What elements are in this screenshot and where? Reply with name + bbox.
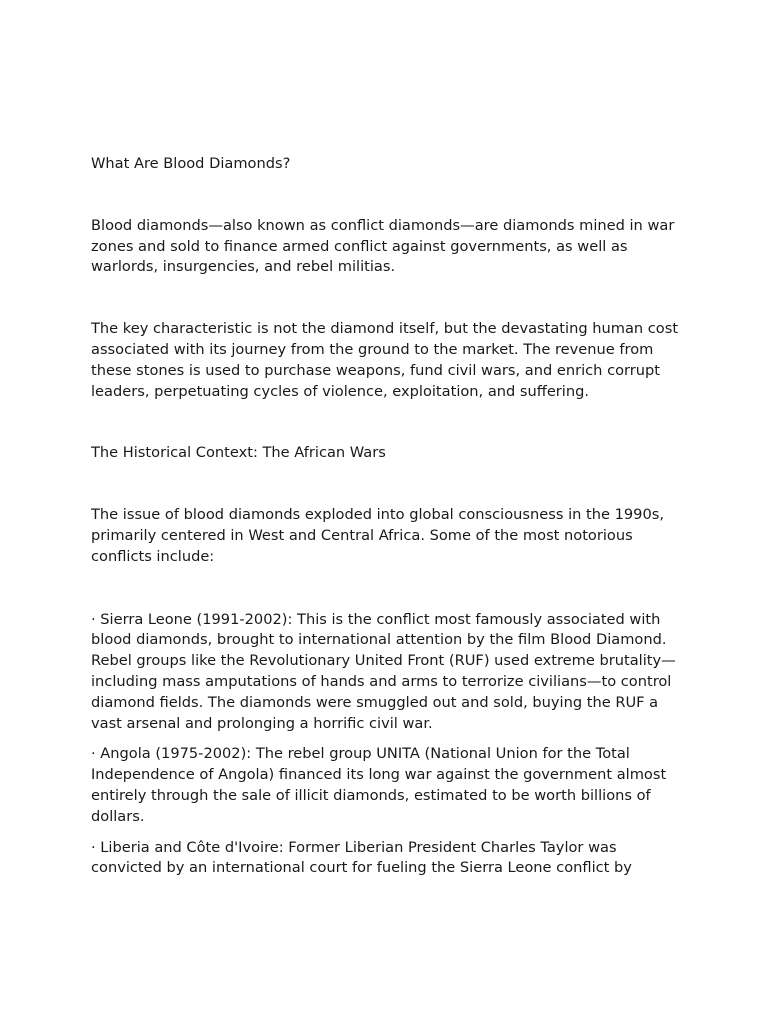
list-item: · Angola (1975-2002): The rebel group UNITA (National Union for the Total Independence of Angola) financed its long war against the government almost entirely through the sale of illicit diamonds, estimated to be worth billions of dollars.	[91, 745, 667, 825]
paragraph: The issue of blood diamonds exploded into global consciousness in the 1990s, primarily centered in West and Central Africa. Some of the most notorious conflicts include:	[91, 506, 664, 565]
list-item: · Liberia and Côte d'Ivoire: Former Liberian President Charles Taylor was convicted by an international court for fueling the Sierra Leone conflict by	[91, 838, 632, 877]
document-page	[91, 154, 691, 889]
paragraph: The key characteristic is not the diamond itself, but the devastating human cost associated with its journey from the ground to the market. The revenue from these stones is used to purchase weapons, fund civil wars, and enrich corrupt leaders, perpetuating cycles of violence, exploitation, and suffering.	[91, 320, 679, 400]
section-heading: What Are Blood Diamonds?	[91, 155, 291, 172]
list-item: · Sierra Leone (1991-2002): This is the conflict most famously associated with blood diamonds, brought to international attention by the film Blood Diamond. Rebel groups like the Revolutionary United Front (RUF) used extreme brutality—including mass amputations of hands and arms to terrorize civilians—to control diamond fields. The diamonds were smuggled out and sold, buying the RUF a vast arsenal and prolonging a horrific civil war.	[91, 610, 676, 732]
section-heading: The Historical Context: The African Wars	[91, 444, 386, 462]
paragraph: Blood diamonds—also known as conflict diamonds—are diamonds mined in war zones and sold to finance armed conflict against governments, as well as warlords, insurgencies, and rebel militias.	[91, 216, 675, 276]
